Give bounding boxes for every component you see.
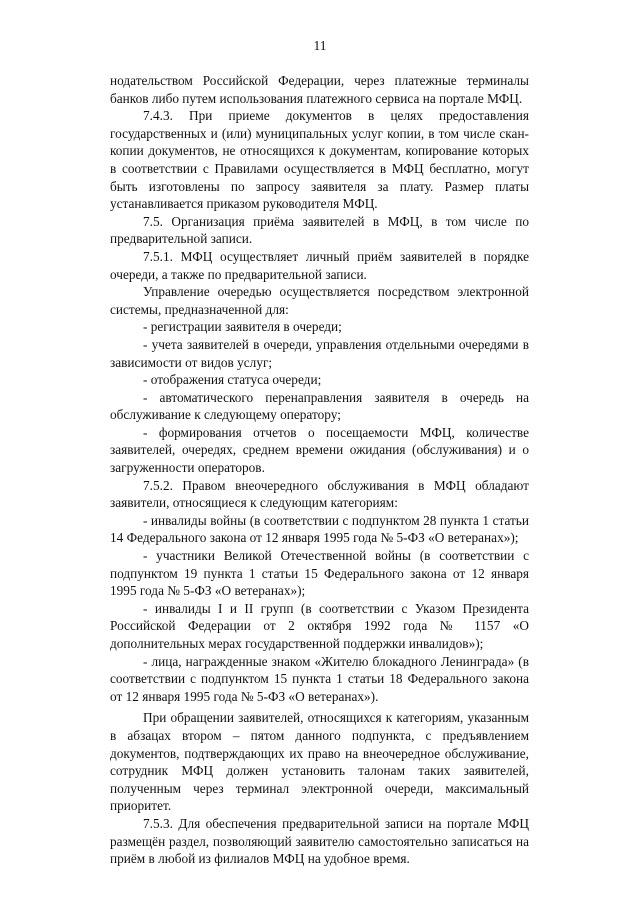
- paragraph-continuation: нодательством Российской Федерации, через платежные терминалы банков либо путем использования платежного сервиса на портале МФЦ.: [110, 73, 529, 106]
- list-item: - автоматического перенаправления заявителя в очередь на обслуживание к следующему оператору;: [110, 389, 529, 423]
- list-item: - инвалиды войны (в соответствии с подпунктом 28 пункта 1 статьи 14 Федерального закона от 12 января 1995 года № 5-ФЗ «О ветеранах»);: [110, 512, 529, 546]
- list-item: - участники Великой Отечественной войны (в соответствии с подпунктом 19 пункта 1 статьи 15 Федерального закона от 12 января 1995 года № 5-ФЗ «О ветеранах»);: [110, 548, 529, 599]
- paragraph-queue-management: Управление очередью осуществляется посредством электронной системы, предназначенной для:: [110, 284, 529, 317]
- paragraph-7-5-3: 7.5.3. Для обеспечения предварительной записи на портале МФЦ размещён раздел, позволяющий заявителю самостоятельно записаться на приём в любой из филиалов МФЦ на удобное время.: [110, 815, 529, 867]
- list-item: - формирования отчетов о посещаемости МФЦ, количестве заявителей, очередях, среднем времени ожидания (обслуживания) и о загруженности операторов.: [110, 424, 529, 476]
- paragraph-priority: При обращении заявителей, относящихся к категориям, указанным в абзацах втором – пятом данного подпункта, с предъявлением документов, подтверждающих их право на внеочередное обслуживание, сотрудник МФЦ должен установить талонам таких заявителей, полученным через терминал электронной очереди, максимальный приоритет.: [110, 710, 529, 814]
- paragraph-7-5: 7.5. Организация приёма заявителей в МФЦ, в том числе по предварительной записи.: [110, 213, 529, 247]
- list-item: - лица, награжденные знаком «Жителю блокадного Ленинграда» (в соответствии с подпунктом 15 пункта 1 статьи 18 Федерального закона от 12 января 1995 года № 5-ФЗ «О ветеранах»).: [110, 653, 529, 704]
- list-item: - инвалиды I и II групп (в соответствии с Указом Президента Российской Федерации от 2 октября 1992 года № 1157 «О дополнительных мерах государственной поддержки инвалидов»);: [110, 600, 529, 651]
- paragraph-7-4-3: 7.4.3. При приеме документов в целях предоставления государственных и (или) муниципальных услуг копии, в том числе скан-копии документов, не относящихся к документам, копирование которых в соответствии с Правилами осуществляется в МФЦ бесплатно, могут быть изготовлены по запросу заявителя за плату. Размер платы устанавливается приказом руководителя МФЦ.: [110, 108, 529, 212]
- paragraph-7-5-1: 7.5.1. МФЦ осуществляет личный приём заявителей в порядке очереди, а также по предварительной записи.: [110, 248, 529, 282]
- list-item: - учета заявителей в очереди, управления отдельными очередями в зависимости от видов услуг;: [110, 336, 529, 370]
- list-item: - регистрации заявителя в очереди;: [143, 319, 342, 335]
- page-number: 11: [313, 38, 327, 53]
- paragraph-7-5-2: 7.5.2. Правом внеочередного обслуживания в МФЦ обладают заявители, относящиеся к следующим категориям:: [110, 477, 529, 511]
- document-body: [110, 72, 529, 868]
- list-item: - отображения статуса очереди;: [143, 372, 322, 388]
